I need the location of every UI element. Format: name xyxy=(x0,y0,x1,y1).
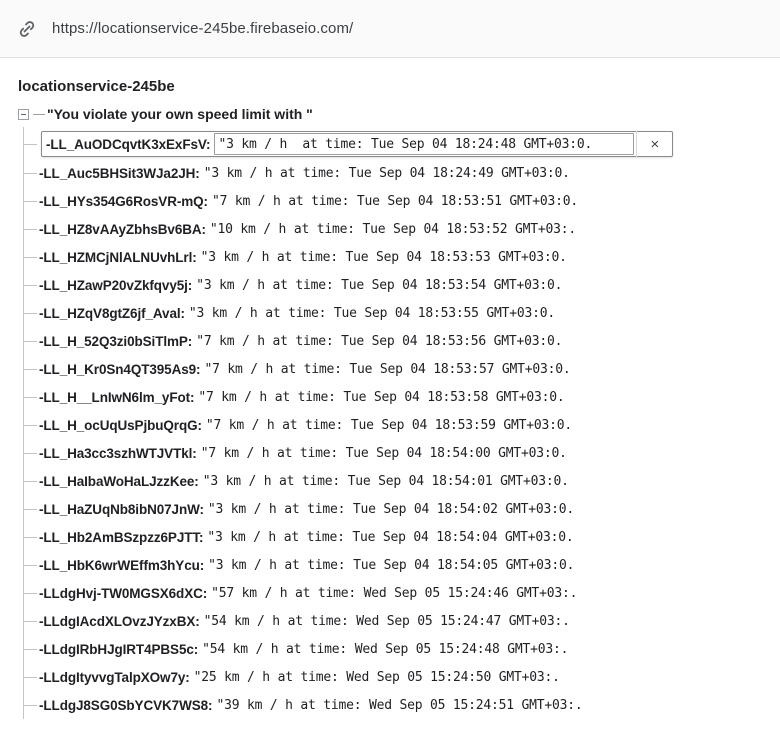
tree-connector xyxy=(33,114,45,115)
node-key: -LL_H_Kr0Sn4QT395As9: xyxy=(39,361,201,377)
close-icon[interactable]: × xyxy=(636,131,672,157)
value-input[interactable] xyxy=(214,133,634,155)
tree-connector xyxy=(23,705,37,706)
tree-connector xyxy=(23,425,37,426)
tree-row[interactable] xyxy=(23,187,780,215)
tree-row[interactable] xyxy=(23,129,780,159)
node-key: -LL_Auc5BHSit3WJa2JH: xyxy=(39,165,200,181)
node-key: -LL_Hb2AmBSzpzz6PJTT: xyxy=(39,529,204,545)
tree-vertical-line xyxy=(23,127,24,719)
tree-connector xyxy=(23,285,37,286)
node-value[interactable]: "39 km / h at time: Wed Sep 05 15:24:51 GMT+03:. xyxy=(216,697,583,713)
node-key: -LL_HbK6wrWEffm3hYcu: xyxy=(39,557,205,573)
tree-connector xyxy=(23,621,37,622)
node-value[interactable]: "54 km / h at time: Wed Sep 05 15:24:47 GMT+03:. xyxy=(203,613,570,629)
node-key: -LLdgIRbHJgIRT4PBS5c: xyxy=(39,641,199,657)
node-value[interactable]: "3 km / h at time: Tue Sep 04 18:53:53 GMT+03:0. xyxy=(200,249,567,265)
database-title: locationservice-245be xyxy=(18,78,175,95)
tree-row[interactable] xyxy=(23,607,780,635)
collapse-toggle-icon[interactable] xyxy=(18,109,29,120)
node-value[interactable]: "7 km / h at time: Tue Sep 04 18:53:51 GMT+03:0. xyxy=(211,193,579,209)
node-value[interactable]: "3 km / h at time: Tue Sep 04 18:53:55 GMT+03:0. xyxy=(188,305,556,321)
tree-connector xyxy=(23,201,37,202)
node-key: -LL_Ha3cc3szhWTJVTkl: xyxy=(39,445,197,461)
node-value[interactable]: "7 km / h at time: Tue Sep 04 18:53:56 GMT+03:0. xyxy=(196,333,563,349)
tree-connector xyxy=(23,649,37,650)
link-icon xyxy=(14,16,40,42)
tree-connector xyxy=(23,173,37,174)
tree-connector xyxy=(23,481,37,482)
node-key: -LLdgHvj-TW0MGSX6dXC: xyxy=(39,585,208,601)
tree-connector xyxy=(23,565,37,566)
node-value[interactable]: "3 km / h at time: Tue Sep 04 18:24:49 GMT+03:0. xyxy=(203,165,570,181)
tree-row[interactable] xyxy=(23,299,780,327)
node-value[interactable]: "3 km / h at time: Tue Sep 04 18:54:04 GMT+03:0. xyxy=(207,529,574,545)
node-key: -LLdgIAcdXLOvzJYzxBX: xyxy=(39,613,200,629)
node-value[interactable]: "10 km / h at time: Tue Sep 04 18:53:52 GMT+03:. xyxy=(209,221,577,237)
node-value[interactable]: "3 km / h at time: Tue Sep 04 18:54:05 GMT+03:0. xyxy=(208,557,575,573)
tree-connector xyxy=(23,593,37,594)
node-key: -LL_HZ8vAAyZbhsBv6BA: xyxy=(39,221,206,237)
tree-row[interactable] xyxy=(23,439,780,467)
tree-row[interactable] xyxy=(23,243,780,271)
node-key: -LL_H__LnIwN6lm_yFot: xyxy=(39,389,195,405)
node-value[interactable]: "54 km / h at time: Wed Sep 05 15:24:48 GMT+03:. xyxy=(202,641,569,657)
node-key: -LL_HZMCjNlALNUvhLrl: xyxy=(39,249,197,265)
url-bar[interactable] xyxy=(0,0,780,58)
tree-row[interactable] xyxy=(23,355,780,383)
node-key: -LL_HaZUqNb8ibN07JnW: xyxy=(39,501,204,517)
node-value[interactable]: "3 km / h at time: Tue Sep 04 18:54:02 GMT+03:0. xyxy=(207,501,575,517)
tree-row[interactable] xyxy=(23,159,780,187)
tree-connector xyxy=(23,509,37,510)
node-key: -LL_H_52Q3zi0bSiTlmP: xyxy=(39,333,193,349)
node-key: -LL_AuODCqvtK3xExFsV: xyxy=(46,136,211,152)
tree-connector xyxy=(23,397,37,398)
tree-row[interactable] xyxy=(23,411,780,439)
tree-row[interactable] xyxy=(23,271,780,299)
tree-row[interactable] xyxy=(23,327,780,355)
tree-row[interactable] xyxy=(23,635,780,663)
value-editor[interactable] xyxy=(41,131,673,157)
tree-connector xyxy=(23,341,37,342)
node-value[interactable]: "3 km / h at time: Tue Sep 04 18:53:54 GMT+03:0. xyxy=(196,277,563,293)
node-value[interactable]: "7 km / h at time: Tue Sep 04 18:53:57 GMT+03:0. xyxy=(204,361,571,377)
tree-row[interactable] xyxy=(23,663,780,691)
data-viewer xyxy=(0,58,780,719)
root-node-row[interactable] xyxy=(0,101,780,127)
tree-connector xyxy=(23,453,37,454)
node-value[interactable]: "3 km / h at time: Tue Sep 04 18:54:01 GMT+03:0. xyxy=(202,473,569,489)
tree-row[interactable] xyxy=(23,467,780,495)
tree-row[interactable] xyxy=(23,495,780,523)
tree-row[interactable] xyxy=(23,691,780,719)
tree-row[interactable] xyxy=(23,551,780,579)
tree-connector xyxy=(23,369,37,370)
node-value[interactable]: "7 km / h at time: Tue Sep 04 18:53:59 GMT+03:0. xyxy=(205,417,572,433)
tree-row[interactable] xyxy=(23,215,780,243)
node-key: -LL_HZawP20vZkfqvy5j: xyxy=(39,277,193,293)
tree-row[interactable] xyxy=(23,383,780,411)
tree-connector xyxy=(23,677,37,678)
url-text: https://locationservice-245be.firebaseio.com/ xyxy=(52,20,354,37)
tree-connector xyxy=(23,257,37,258)
node-value[interactable]: "25 km / h at time: Wed Sep 05 15:24:50 GMT+03:. xyxy=(193,669,560,685)
node-key: -LL_HZqV8gtZ6jf_Aval: xyxy=(39,305,185,321)
node-key: -LLdgJ8SG0SbYCVK7WS8: xyxy=(39,697,213,713)
root-node-label: "You violate your own speed limit with " xyxy=(47,106,313,122)
node-value[interactable]: "7 km / h at time: Tue Sep 04 18:53:58 GMT+03:0. xyxy=(198,389,565,405)
node-key: -LL_HaIbaWoHaLJzzKee: xyxy=(39,473,199,489)
child-node-list xyxy=(23,127,780,719)
tree-connector xyxy=(23,313,37,314)
tree-connector xyxy=(23,537,37,538)
node-key: -LLdgItyvvgTalpXOw7y: xyxy=(39,669,190,685)
node-value[interactable]: "7 km / h at time: Tue Sep 04 18:54:00 GMT+03:0. xyxy=(200,445,567,461)
tree-row[interactable] xyxy=(23,579,780,607)
tree-row[interactable] xyxy=(23,523,780,551)
node-key: -LL_HYs354G6RosVR-mQ: xyxy=(39,193,208,209)
tree-connector xyxy=(23,144,37,145)
node-key: -LL_H_ocUqUsPjbuQrqG: xyxy=(39,417,202,433)
node-value[interactable]: "57 km / h at time: Wed Sep 05 15:24:46 GMT+03:. xyxy=(211,585,578,601)
tree-connector xyxy=(23,229,37,230)
